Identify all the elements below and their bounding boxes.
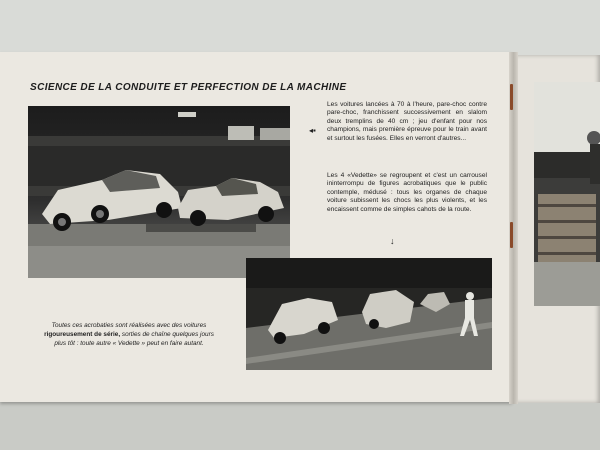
photo-next-page-ramp: [534, 82, 600, 306]
caption-text-end: sorties de chaîne quelques jours plus tôt : toute autre « Vedette » peut en faire autant.: [54, 330, 214, 347]
photo-stunt-cars-jumping: [28, 106, 290, 278]
paragraph-slalom: Les voitures lancées à 70 à l'heure, pare-choc contre pare-choc, franchissent successivement en slalom deux tremplins de 40 cm ; jeu d'enfant pour nos champions, mais première épreuve pour le train avant et surtout les fusées. Elles en verront d'autres...: [327, 101, 487, 142]
page-title: SCIENCE DE LA CONDUITE ET PERFECTION DE LA MACHINE: [30, 82, 347, 93]
paragraph-carrousel: Les 4 «Vedette» se regroupent et c'est un carrousel ininterrompu de figures acrobatiques que le public contemple, médusé : tous les organes de chaque voiture subissent les chocs les plus violents, et les encaissent comme de simples cahots de la route.: [327, 172, 487, 213]
caption-text-start: Toutes ces acrobaties sont réalisées avec des voitures: [51, 322, 207, 329]
background-desk-bottom: [0, 400, 600, 450]
staple-bottom: [510, 222, 513, 248]
caption-emphasis: rigoureusement de série,: [44, 330, 121, 338]
arrow-left-icon: ◂▪: [309, 126, 316, 135]
photo-caption: [40, 322, 218, 348]
photo-cars-on-track: [246, 258, 492, 370]
background-desk: [0, 0, 600, 55]
arrow-down-icon: ↓: [390, 236, 395, 246]
staple-top: [510, 84, 513, 110]
